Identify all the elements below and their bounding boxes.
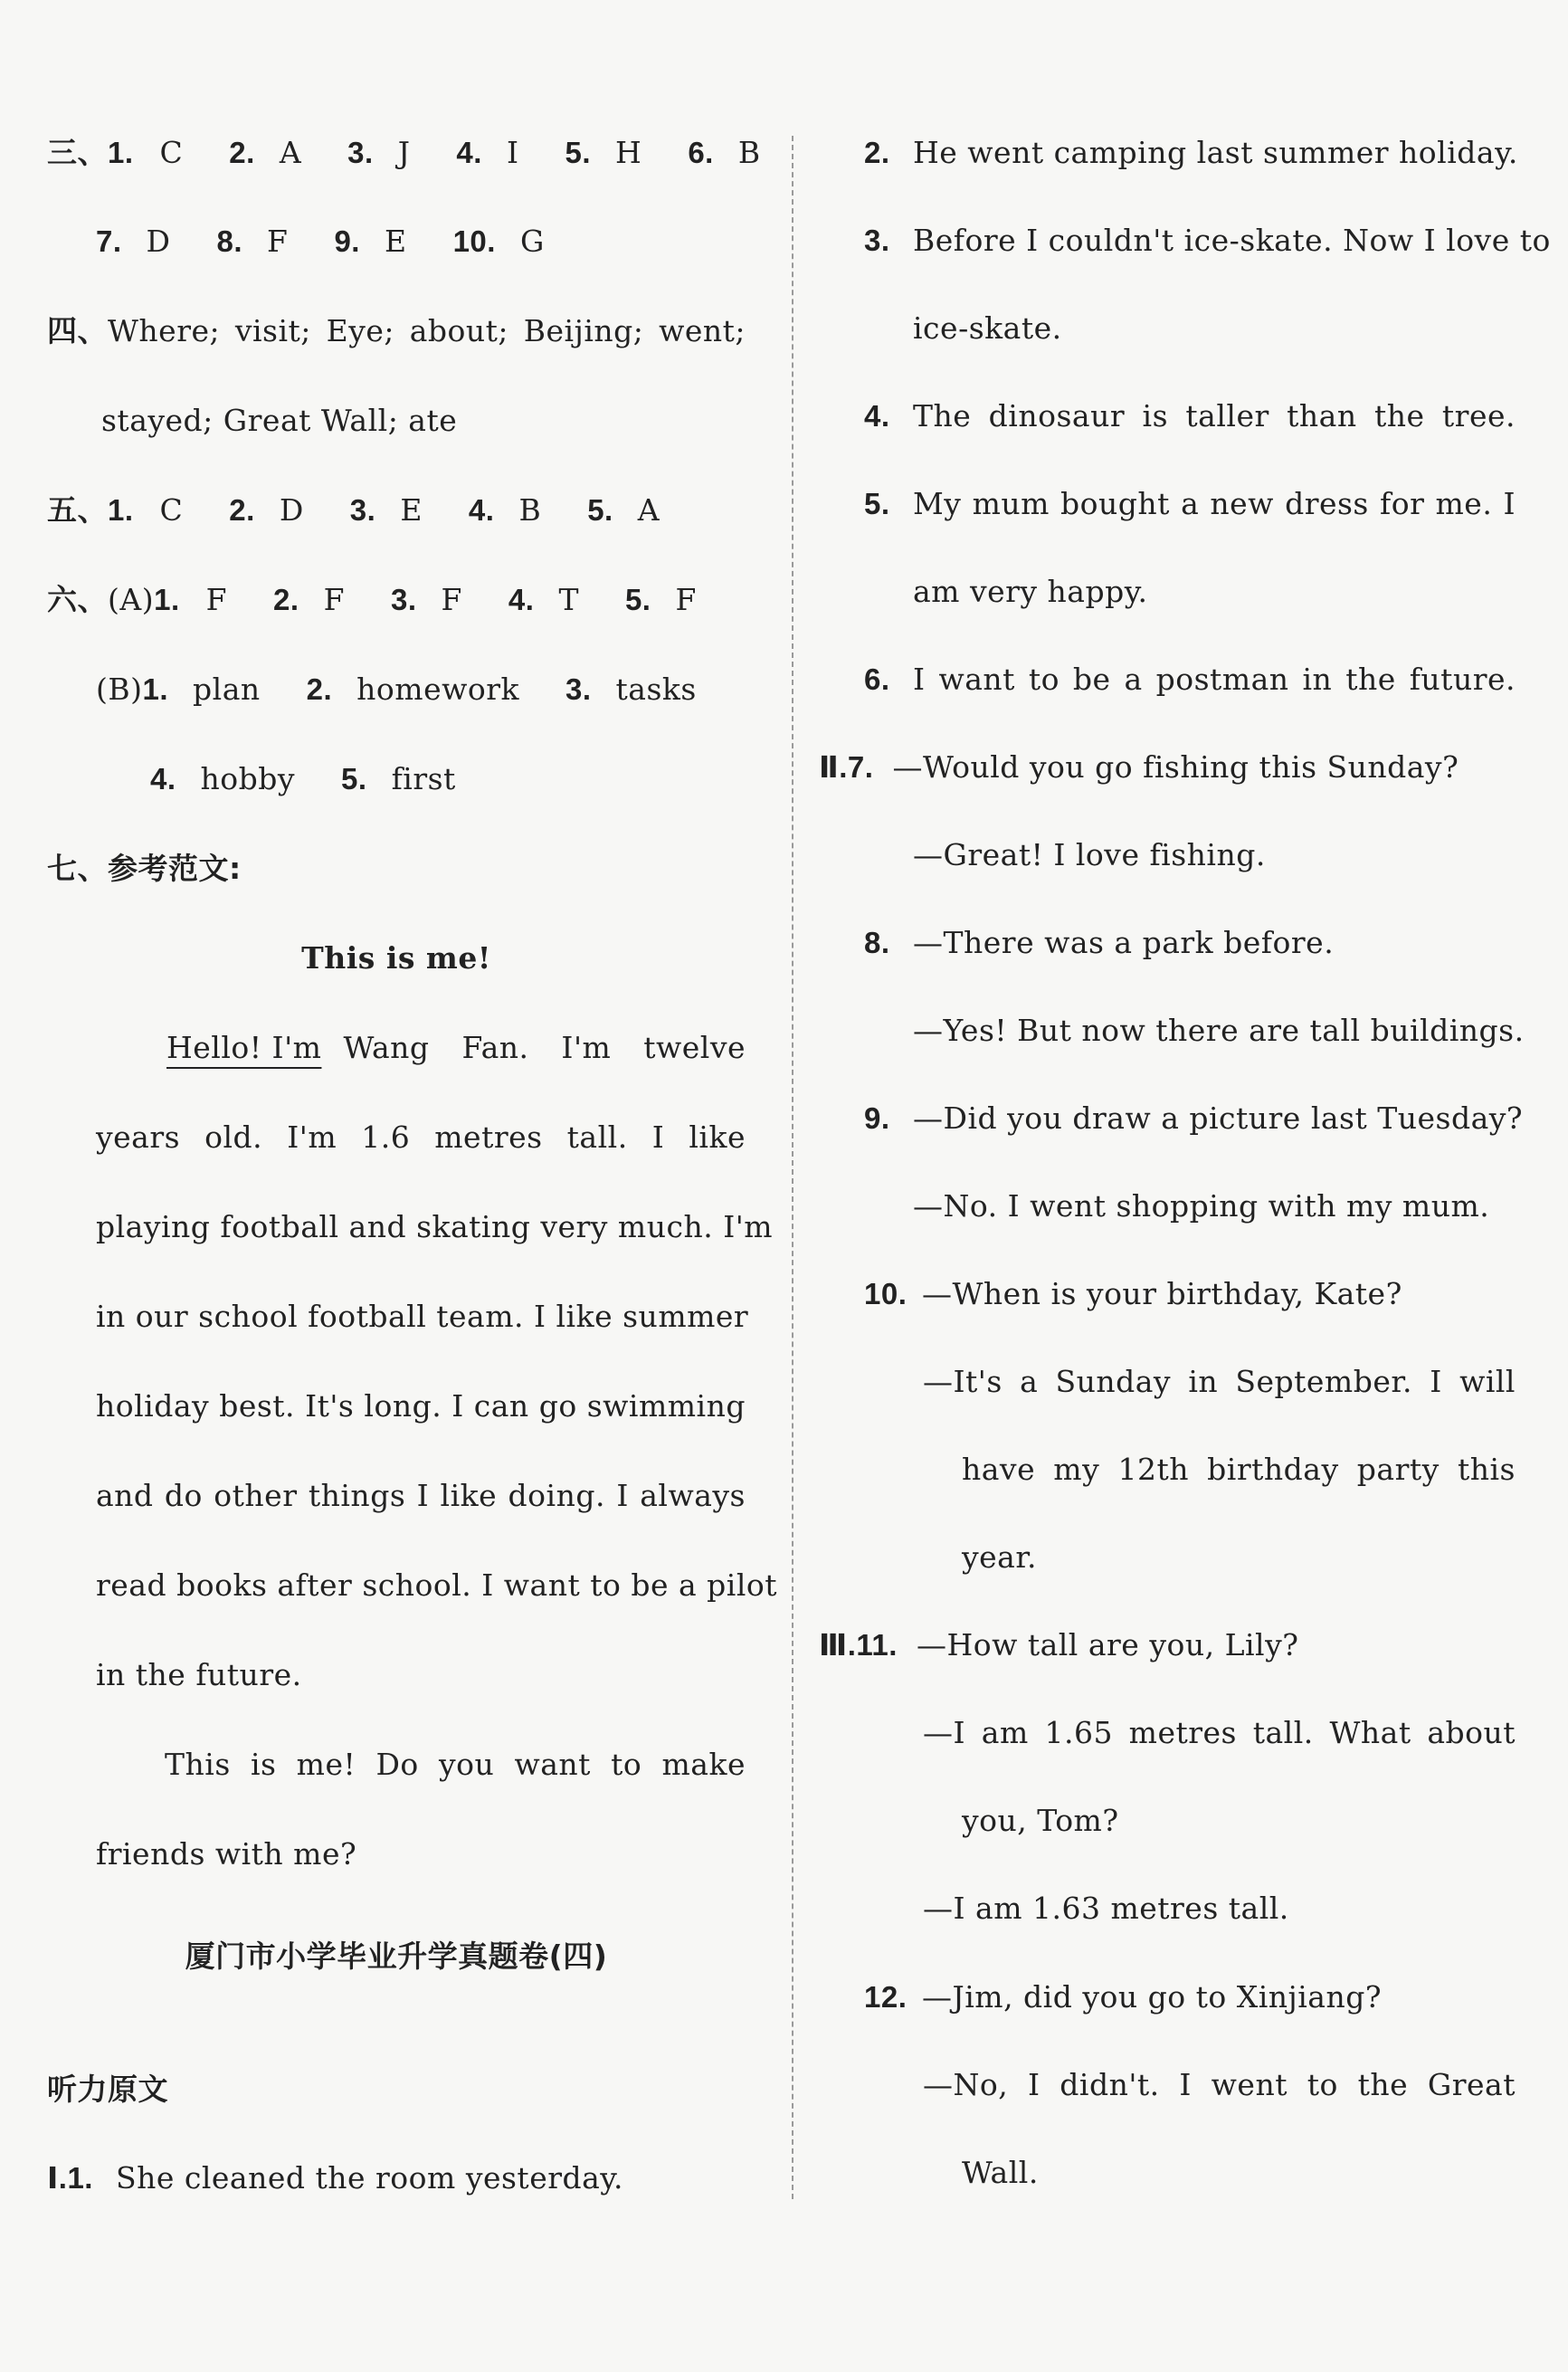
- essay-line-7: read books after school. I want to be a pilot: [96, 1567, 777, 1603]
- listening-item-10: 10. —When is your birthday, Kate?: [864, 1276, 1402, 1311]
- listening-item-12: 12. —Jim, did you go to Xinjiang?: [864, 1979, 1383, 2015]
- essay-line-6: and do other things I like doing. I always: [96, 1478, 746, 1513]
- listening-item-5-cont: am very happy.: [913, 574, 1148, 609]
- listening-item-8-reply: —Yes! But now there are tall buildings.: [913, 1013, 1525, 1048]
- listening-item-7-reply: —Great! I love fishing.: [913, 837, 1266, 872]
- listening-heading: 听力原文: [47, 2072, 168, 2107]
- listening-item-3-cont: ice-skate.: [913, 310, 1062, 346]
- section-4-line-2: stayed; Great Wall; ate: [101, 403, 458, 438]
- listening-item-9-reply: —No. I went shopping with my mum.: [913, 1188, 1490, 1224]
- listening-item-11: Ⅲ.11. —How tall are you, Lily?: [819, 1627, 1299, 1662]
- listening-item-2: 2. He went camping last summer holiday.: [864, 135, 1518, 170]
- essay-line-1: Hello! I'm Wang Fan. I'm twelve: [166, 1030, 746, 1065]
- essay-line-8: in the future.: [96, 1657, 302, 1692]
- section-6-line-3: 4. hobby 5. first: [150, 761, 456, 796]
- essay-para-2-line-2: friends with me?: [96, 1836, 357, 1872]
- listening-item-10-reply-3: year.: [962, 1539, 1037, 1575]
- column-divider: [792, 136, 794, 2199]
- listening-item-4: 4. The dinosaur is taller than the tree.: [864, 398, 1516, 433]
- section-5-line-1: 五、1. C 2. D 3. E 4. B 5. A: [47, 492, 660, 528]
- essay-title: This is me!: [301, 940, 491, 976]
- essay-line-3: playing football and skating very much. I'm: [96, 1209, 774, 1244]
- listening-item-10-reply-2: have my 12th birthday party this: [962, 1452, 1516, 1487]
- listening-item-11-reply-3: —I am 1.63 metres tall.: [923, 1891, 1289, 1926]
- section-3-line-1: 三、1. C 2. A 3. J 4. I 5. H 6. B: [47, 135, 761, 170]
- section-7-label: 七、参考范文:: [47, 851, 242, 886]
- section-4-line-1: 四、 Where; visit; Eye; about; Beijing; went;: [47, 313, 746, 348]
- section-6-line-2: (B)1. plan 2. homework 3. tasks: [96, 672, 697, 707]
- listening-item-12-reply-1: —No, I didn't. I went to the Great: [923, 2067, 1516, 2102]
- section-3-line-2: 7. D 8. F 9. E 10. G: [96, 224, 545, 259]
- listening-item-8: 8. —There was a park before.: [864, 925, 1335, 960]
- essay-para-2-line-1: This is me! Do you want to make: [165, 1747, 746, 1782]
- essay-line-5: holiday best. It's long. I can go swimming: [96, 1388, 746, 1424]
- listening-item-1: Ⅰ.1. She cleaned the room yesterday.: [47, 2160, 624, 2196]
- listening-item-9: 9. —Did you draw a picture last Tuesday?: [864, 1100, 1524, 1136]
- listening-item-5: 5. My mum bought a new dress for me. I: [864, 486, 1516, 521]
- listening-item-10-reply-1: —It's a Sunday in September. I will: [923, 1364, 1516, 1399]
- listening-item-3: 3. Before I couldn't ice-skate. Now I love to: [864, 223, 1551, 258]
- essay-underlined-start: Hello! I'm: [166, 1030, 322, 1065]
- paper-title: 厦门市小学毕业升学真题卷(四): [185, 1939, 608, 1974]
- listening-item-11-reply-2: you, Tom?: [962, 1803, 1119, 1838]
- essay-line-4: in our school football team. I like summer: [96, 1299, 749, 1334]
- listening-item-12-reply-2: Wall.: [962, 2155, 1039, 2190]
- listening-item-6: 6. I want to be a postman in the future.: [864, 662, 1516, 697]
- listening-item-11-reply-1: —I am 1.65 metres tall. What about: [923, 1715, 1516, 1750]
- essay-line-2: years old. I'm 1.6 metres tall. I like: [96, 1119, 746, 1155]
- section-6-line-1: 六、(A)1. F 2. F 3. F 4. T 5. F: [47, 582, 697, 617]
- listening-item-7: Ⅱ.7. —Would you go fishing this Sunday?: [819, 749, 1459, 785]
